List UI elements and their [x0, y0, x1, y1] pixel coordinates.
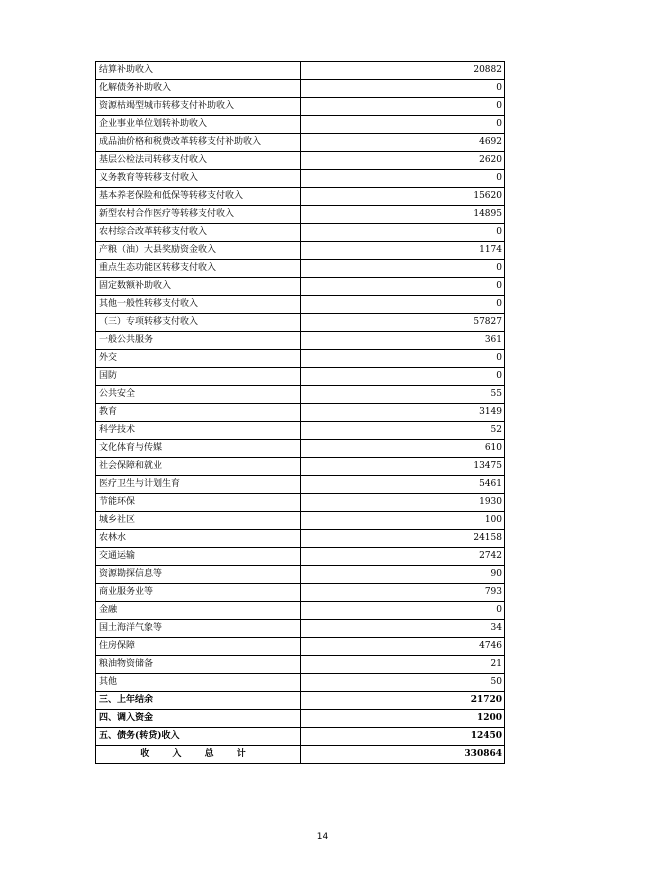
row-value: 0	[301, 260, 505, 278]
row-label: 公共安全	[96, 386, 301, 404]
table-row	[96, 260, 505, 278]
row-value: 15620	[301, 188, 505, 206]
row-label: 其他一般性转移支付收入	[96, 296, 301, 314]
row-value: 0	[301, 170, 505, 188]
table-row	[96, 494, 505, 512]
table-body	[96, 62, 505, 764]
row-label: 国防	[96, 368, 301, 386]
table-row	[96, 296, 505, 314]
row-value: 0	[301, 116, 505, 134]
row-label: 五、债务(转贷)收入	[96, 728, 301, 746]
row-label: 义务教育等转移支付收入	[96, 170, 301, 188]
table-row	[96, 188, 505, 206]
table-row	[96, 170, 505, 188]
row-value: 330864	[301, 746, 505, 764]
row-label: 金融	[96, 602, 301, 620]
row-label: 节能环保	[96, 494, 301, 512]
row-value: 34	[301, 620, 505, 638]
table-row	[96, 98, 505, 116]
table-row	[96, 368, 505, 386]
row-value: 55	[301, 386, 505, 404]
table-row	[96, 710, 505, 728]
row-value: 50	[301, 674, 505, 692]
table-row	[96, 62, 505, 80]
row-label: （三）专项转移支付收入	[96, 314, 301, 332]
row-value: 5461	[301, 476, 505, 494]
row-value: 20882	[301, 62, 505, 80]
row-label: 四、调入资金	[96, 710, 301, 728]
table-row	[96, 422, 505, 440]
table-row	[96, 674, 505, 692]
budget-table	[95, 61, 505, 764]
row-value: 0	[301, 278, 505, 296]
table-row	[96, 656, 505, 674]
row-value: 0	[301, 602, 505, 620]
row-value: 57827	[301, 314, 505, 332]
table-row	[96, 638, 505, 656]
row-label: 国土海洋气象等	[96, 620, 301, 638]
row-label: 教育	[96, 404, 301, 422]
row-value: 14895	[301, 206, 505, 224]
row-label: 产粮（油）大县奖励资金收入	[96, 242, 301, 260]
row-label: 资源枯竭型城市转移支付补助收入	[96, 98, 301, 116]
row-value: 2620	[301, 152, 505, 170]
row-label: 收 入 总 计	[96, 746, 301, 764]
row-value: 21	[301, 656, 505, 674]
table-row	[96, 728, 505, 746]
row-value: 12450	[301, 728, 505, 746]
row-value: 0	[301, 296, 505, 314]
row-value: 4692	[301, 134, 505, 152]
row-label: 粮油物资储备	[96, 656, 301, 674]
table-row	[96, 350, 505, 368]
table-row	[96, 404, 505, 422]
row-value: 0	[301, 368, 505, 386]
row-value: 1930	[301, 494, 505, 512]
table-row	[96, 80, 505, 98]
table-row	[96, 224, 505, 242]
table-row	[96, 458, 505, 476]
row-label: 化解债务补助收入	[96, 80, 301, 98]
table-row	[96, 152, 505, 170]
table-row	[96, 476, 505, 494]
row-label: 农林水	[96, 530, 301, 548]
row-value: 610	[301, 440, 505, 458]
table-row	[96, 584, 505, 602]
row-value: 0	[301, 350, 505, 368]
row-label: 社会保障和就业	[96, 458, 301, 476]
row-label: 资源勘探信息等	[96, 566, 301, 584]
table-row	[96, 746, 505, 764]
table-row	[96, 620, 505, 638]
row-value: 13475	[301, 458, 505, 476]
row-label: 固定数额补助收入	[96, 278, 301, 296]
row-label: 城乡社区	[96, 512, 301, 530]
row-label: 一般公共服务	[96, 332, 301, 350]
table-row	[96, 116, 505, 134]
table-row	[96, 386, 505, 404]
row-value: 24158	[301, 530, 505, 548]
table-row	[96, 530, 505, 548]
row-value: 90	[301, 566, 505, 584]
row-value: 52	[301, 422, 505, 440]
row-value: 0	[301, 224, 505, 242]
row-value: 793	[301, 584, 505, 602]
table-row	[96, 440, 505, 458]
table-row	[96, 602, 505, 620]
row-value: 2742	[301, 548, 505, 566]
row-label: 交通运输	[96, 548, 301, 566]
row-label: 新型农村合作医疗等转移支付收入	[96, 206, 301, 224]
row-label: 基层公检法司转移支付收入	[96, 152, 301, 170]
row-value: 0	[301, 98, 505, 116]
table-row	[96, 314, 505, 332]
row-label: 其他	[96, 674, 301, 692]
row-label: 结算补助收入	[96, 62, 301, 80]
table-row	[96, 206, 505, 224]
table-row	[96, 566, 505, 584]
row-label: 农村综合改革转移支付收入	[96, 224, 301, 242]
page-number: 14	[316, 832, 329, 842]
table-row	[96, 242, 505, 260]
row-label: 商业服务业等	[96, 584, 301, 602]
row-value: 21720	[301, 692, 505, 710]
row-value: 0	[301, 80, 505, 98]
row-value: 1174	[301, 242, 505, 260]
table-row	[96, 134, 505, 152]
row-label: 重点生态功能区转移支付收入	[96, 260, 301, 278]
row-label: 成品油价格和税费改革转移支付补助收入	[96, 134, 301, 152]
row-value: 100	[301, 512, 505, 530]
table-row	[96, 692, 505, 710]
table-row	[96, 332, 505, 350]
table-row	[96, 512, 505, 530]
row-value: 361	[301, 332, 505, 350]
row-label: 外交	[96, 350, 301, 368]
row-label: 医疗卫生与计划生育	[96, 476, 301, 494]
row-value: 1200	[301, 710, 505, 728]
row-label: 基本养老保险和低保等转移支付收入	[96, 188, 301, 206]
row-label: 科学技术	[96, 422, 301, 440]
table-row	[96, 548, 505, 566]
row-label: 企业事业单位划转补助收入	[96, 116, 301, 134]
row-label: 三、上年结余	[96, 692, 301, 710]
table-row	[96, 278, 505, 296]
row-value: 3149	[301, 404, 505, 422]
row-label: 文化体育与传媒	[96, 440, 301, 458]
row-value: 4746	[301, 638, 505, 656]
row-label: 住房保障	[96, 638, 301, 656]
